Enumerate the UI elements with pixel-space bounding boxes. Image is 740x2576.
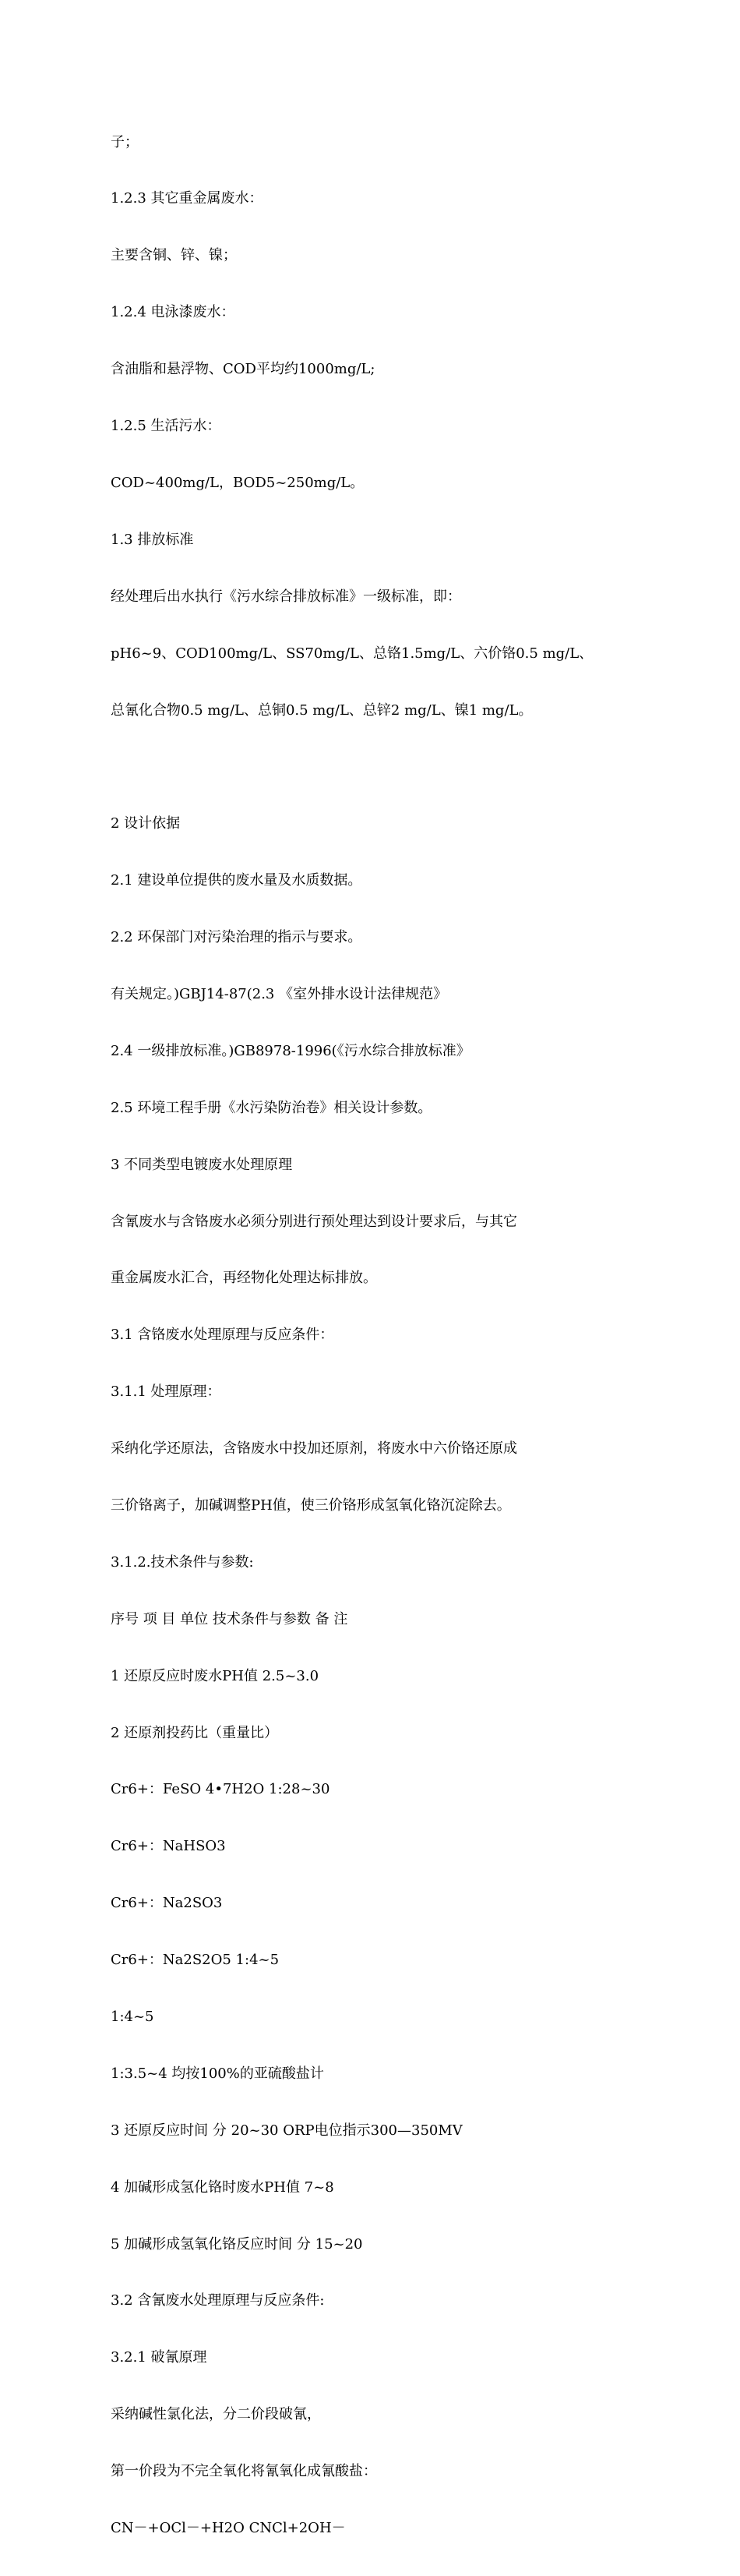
text-line: 经处理后出水执行《污水综合排放标准》一级标准，即： [111,588,461,605]
text-line: 2.2 环保部门对污染治理的指示与要求。 [111,929,362,946]
text-line: 含油脂和悬浮物、COD平均约1000mg/L; [111,361,375,378]
section-heading: 1.2.4 电泳漆废水： [111,304,235,321]
text-line: 2.1 建设单位提供的废水量及水质数据。 [111,872,362,889]
text-line: 采纳化学还原法，含铬废水中投加还原剂，将废水中六价铬还原成 [111,1440,517,1458]
section-heading: 3.1 含铬废水处理原理与反应条件： [111,1327,334,1344]
section-heading: 2 设计依据 [111,815,181,832]
text-line: 2.5 环境工程手册《水污染防治卷》相关设计参数。 [111,1099,432,1116]
table-row-line: 1:4~5 [111,2008,154,2025]
text-line: 三价铬离子，加碱调整PH值，使三价铬形成氢氧化铬沉淀除去。 [111,1496,511,1514]
section-heading: 3 不同类型电镀废水处理原理 [111,1156,293,1173]
section-heading: 3.2 含氰废水处理原理与反应条件: [111,2292,325,2309]
text-line: COD~400mg/L，BOD5~250mg/L。 [111,474,365,491]
table-row-line: 1 还原反应时废水PH值 2.5~3.0 [111,1667,319,1684]
text-line: 2.4 一级排放标准。)GB8978-1996(《污水综合排放标准》 [111,1042,470,1059]
section-heading: 3.1.1 处理原理： [111,1383,221,1401]
table-header-line: 序号 项 目 单位 技术条件与参数 备 注 [111,1610,348,1627]
text-line: 采纳碱性氯化法，分二价段破氰， [111,2406,321,2423]
section-heading: 3.1.2.技术条件与参数: [111,1553,254,1571]
table-row-line: Cr6+：Na2S2O5 1:4~5 [111,1952,280,1969]
section-heading: 1.3 排放标准 [111,531,194,548]
text-line: 总氰化合物0.5 mg/L、总铜0.5 mg/L、总锌2 mg/L、镍1 mg/L。 [111,701,533,719]
text-line: 第一价段为不完全氧化将氰氧化成氰酸盐： [111,2463,377,2480]
text-line: 有关规定。)GBJ14-87(2.3 《室外排水设计法律规范》 [111,985,448,1002]
section-heading: 1.2.5 生活污水： [111,418,221,435]
formula-line: CN－+OCl－+H2O CNCl+2OH－ [111,2520,346,2536]
table-row-line: 5 加碱形成氢氧化铬反应时间 分 15~20 [111,2235,363,2253]
table-row-line: Cr6+：Na2SO3 [111,1895,223,1912]
table-row-line: Cr6+：FeSO 4•7H2O 1:28~30 [111,1781,330,1798]
text-line: 含氰废水与含铬废水必须分别进行预处理达到设计要求后，与其它 [111,1213,517,1230]
text-line: pH6~9、COD100mg/L、SS70mg/L、总铬1.5mg/L、六价铬0.5 mg/L、 [111,645,594,662]
table-row-line: 1:3.5~4 均按100%的亚硫酸盐计 [111,2065,324,2082]
text-line: 重金属废水汇合，再经物化处理达标排放。 [111,1270,377,1287]
table-row-line: 2 还原剂投药比（重量比） [111,1724,279,1741]
text-line: 子； [111,133,139,150]
document-body [111,95,633,2576]
section-heading: 1.2.3 其它重金属废水： [111,190,263,207]
table-row-line: 4 加碱形成氢化铬时废水PH值 7~8 [111,2178,334,2196]
table-row-line: Cr6+：NaHSO3 [111,1838,226,1855]
blank-line [111,758,633,776]
table-row-line: 3 还原反应时间 分 20~30 ORP电位指示300—350MV [111,2122,463,2139]
text-line: 主要含铜、锌、镍； [111,247,237,264]
section-heading: 3.2.1 破氰原理 [111,2349,207,2366]
